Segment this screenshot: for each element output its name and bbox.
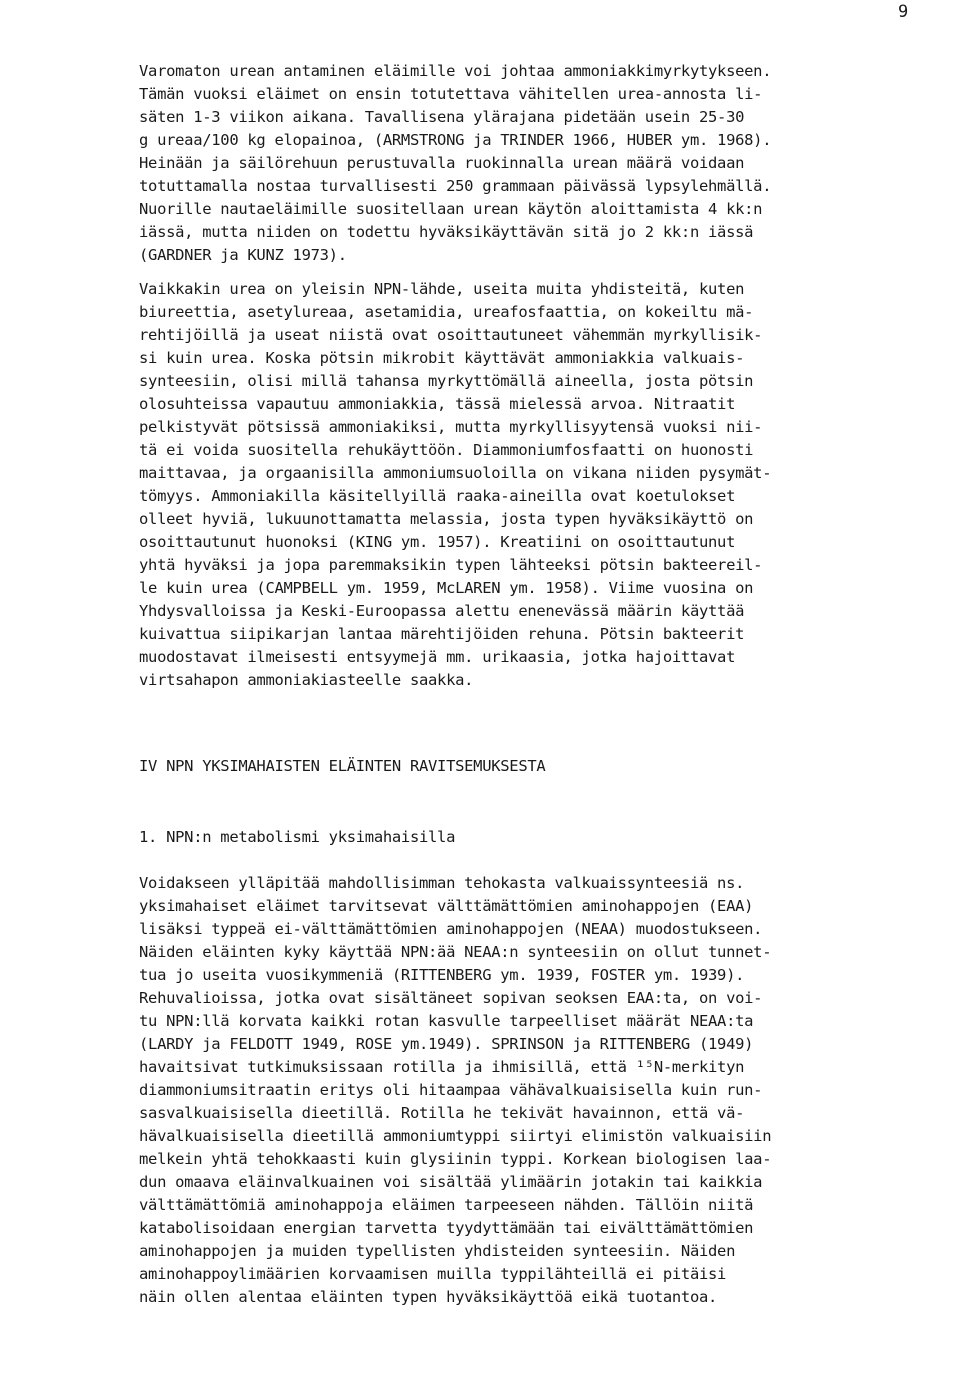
text-line: (LARDY ja FELDOTT 1949, ROSE ym.1949). SPRINSON ja RITTENBERG (1949) bbox=[139, 1035, 754, 1053]
text-line: katabolisoidaan energian tarvetta tyydyttämään tai eivälttämättömien bbox=[139, 1219, 754, 1237]
text-line: havaitsivat tutkimuksissaan rotilla ja ihmisillä, että ¹⁵N-merkityn bbox=[139, 1058, 745, 1076]
text-line: näin ollen alentaa eläinten typen hyväksikäyttöä eikä tuotantoa. bbox=[139, 1288, 718, 1306]
text-line: aminohappoylimäärien korvaamisen muilla typpilähteillä ei pitäisi bbox=[139, 1265, 727, 1283]
text-line: dun omaava eläinvalkuainen voi sisältää ylimäärin jotakin tai kaikkia bbox=[139, 1173, 763, 1191]
paragraph-3 bbox=[139, 872, 954, 1309]
page-number: 9 bbox=[898, 2, 909, 22]
text-line: osoittautunut huonoksi (KING ym. 1957). Kreatiini on osoittautunut bbox=[139, 533, 736, 551]
text-line: yhtä hyväksi ja jopa paremmaksikin typen lähteeksi pötsin bakteereil- bbox=[139, 556, 763, 574]
text-line: yksimahaiset eläimet tarvitsevat välttämättömien aminohappojen (EAA) bbox=[139, 897, 754, 915]
text-line: iässä, mutta niiden on todettu hyväksikäyttävän sitä jo 2 kk:n iässä bbox=[139, 223, 754, 241]
text-line: Voidakseen ylläpitää mahdollisimman tehokasta valkuaissynteesiä ns. bbox=[139, 874, 745, 892]
text-line: (GARDNER ja KUNZ 1973). bbox=[139, 246, 347, 264]
text-line: säten 1-3 viikon aikana. Tavallisena ylärajana pidetään usein 25-30 bbox=[139, 108, 745, 126]
text-line: rehtijöillä ja useat niistä ovat osoittautuneet vähemmän myrkyllisik- bbox=[139, 326, 763, 344]
text-line: lisäksi typpeä ei-välttämättömien aminohappojen (NEAA) muodostukseen. bbox=[139, 920, 763, 938]
subsection-heading bbox=[139, 826, 954, 849]
text-line: Rehuvalioissa, jotka ovat sisältäneet sopivan seoksen EAA:ta, on voi- bbox=[139, 989, 763, 1007]
text-line: hävalkuaisisella dieetillä ammoniumtyppi siirtyi elimistön valkuaisiin bbox=[139, 1127, 772, 1145]
text-line: välttämättömiä aminohappoja eläimen tarpeeseen nähden. Tällöin niitä bbox=[139, 1196, 754, 1214]
text-line: kuivattua siipikarjan lantaa märehtijöiden rehuna. Pötsin bakteerit bbox=[139, 625, 745, 643]
text-line: Varomaton urean antaminen eläimille voi johtaa ammoniakkimyrkytykseen. bbox=[139, 62, 772, 80]
text-line: si kuin urea. Koska pötsin mikrobit käyttävät ammoniakkia valkuais- bbox=[139, 349, 745, 367]
text-line: Nuorille nautaeläimille suositellaan urean käytön aloittamista 4 kk:n bbox=[139, 200, 763, 218]
section-heading-text: IV NPN YKSIMAHAISTEN ELÄINTEN RAVITSEMUKSESTA bbox=[139, 757, 546, 775]
paragraph-2 bbox=[139, 278, 954, 692]
section-heading bbox=[139, 755, 954, 778]
text-line: virtsahapon ammoniakiasteelle saakka. bbox=[139, 671, 474, 689]
text-line: pelkistyvät pötsissä ammoniakiksi, mutta myrkyllisyytensä vuoksi nii- bbox=[139, 418, 763, 436]
text-line: melkein yhtä tehokkaasti kuin glysiinin typpi. Korkean biologisen laa- bbox=[139, 1150, 772, 1168]
text-line: Vaikkakin urea on yleisin NPN-lähde, useita muita yhdisteitä, kuten bbox=[139, 280, 745, 298]
text-line: Heinään ja säilörehuun perustuvalla ruokinnalla urean määrä voidaan bbox=[139, 154, 745, 172]
paragraph-1 bbox=[139, 60, 954, 267]
text-line: tä ei voida suositella rehukäyttöön. Diammoniumfosfaatti on huonosti bbox=[139, 441, 754, 459]
text-line: Tämän vuoksi eläimet on ensin totutettava vähitellen urea-annosta li- bbox=[139, 85, 763, 103]
text-line: tömyys. Ammoniakilla käsitellyillä raaka-aineilla ovat koetulokset bbox=[139, 487, 736, 505]
text-line: diammoniumsitraatin eritys oli hitaampaa vähävalkuaisisella kuin run- bbox=[139, 1081, 763, 1099]
text-line: sasvalkuaisisella dieetillä. Rotilla he tekivät havainnon, että vä- bbox=[139, 1104, 745, 1122]
text-line: totuttamalla nostaa turvallisesti 250 grammaan päivässä lypsylehmällä. bbox=[139, 177, 772, 195]
text-line: maittavaa, ja orgaanisilla ammoniumsuoloilla on vikana niiden pysymät- bbox=[139, 464, 772, 482]
text-line: aminohappojen ja muiden typellisten yhdisteiden synteesiin. Näiden bbox=[139, 1242, 736, 1260]
text-line: biureettia, asetylureaa, asetamidia, ureafosfaattia, on kokeiltu mä- bbox=[139, 303, 754, 321]
text-line: olleet hyviä, lukuunottamatta melassia, josta typen hyväksikäyttö on bbox=[139, 510, 754, 528]
text-line: muodostavat ilmeisesti entsyymejä mm. urikaasia, jotka hajoittavat bbox=[139, 648, 736, 666]
text-line: tua jo useita vuosikymmeniä (RITTENBERG ym. 1939, FOSTER ym. 1939). bbox=[139, 966, 745, 984]
text-line: Yhdysvalloissa ja Keski-Euroopassa alettu enenevässä määrin käyttää bbox=[139, 602, 745, 620]
text-line: olosuhteissa vapautuu ammoniakkia, tässä mielessä arvoa. Nitraatit bbox=[139, 395, 736, 413]
text-line: le kuin urea (CAMPBELL ym. 1959, McLAREN ym. 1958). Viime vuosina on bbox=[139, 579, 754, 597]
text-line: tu NPN:llä korvata kaikki rotan kasvulle tarpeelliset määrät NEAA:ta bbox=[139, 1012, 754, 1030]
text-line: synteesiin, olisi millä tahansa myrkyttömällä aineella, josta pötsin bbox=[139, 372, 754, 390]
text-line: Näiden eläinten kyky käyttää NPN:ää NEAA:n synteesiin on ollut tunnet- bbox=[139, 943, 772, 961]
subsection-heading-text: 1. NPN:n metabolismi yksimahaisilla bbox=[139, 828, 456, 846]
text-line: g ureaa/100 kg elopainoa, (ARMSTRONG ja TRINDER 1966, HUBER ym. 1968). bbox=[139, 131, 772, 149]
